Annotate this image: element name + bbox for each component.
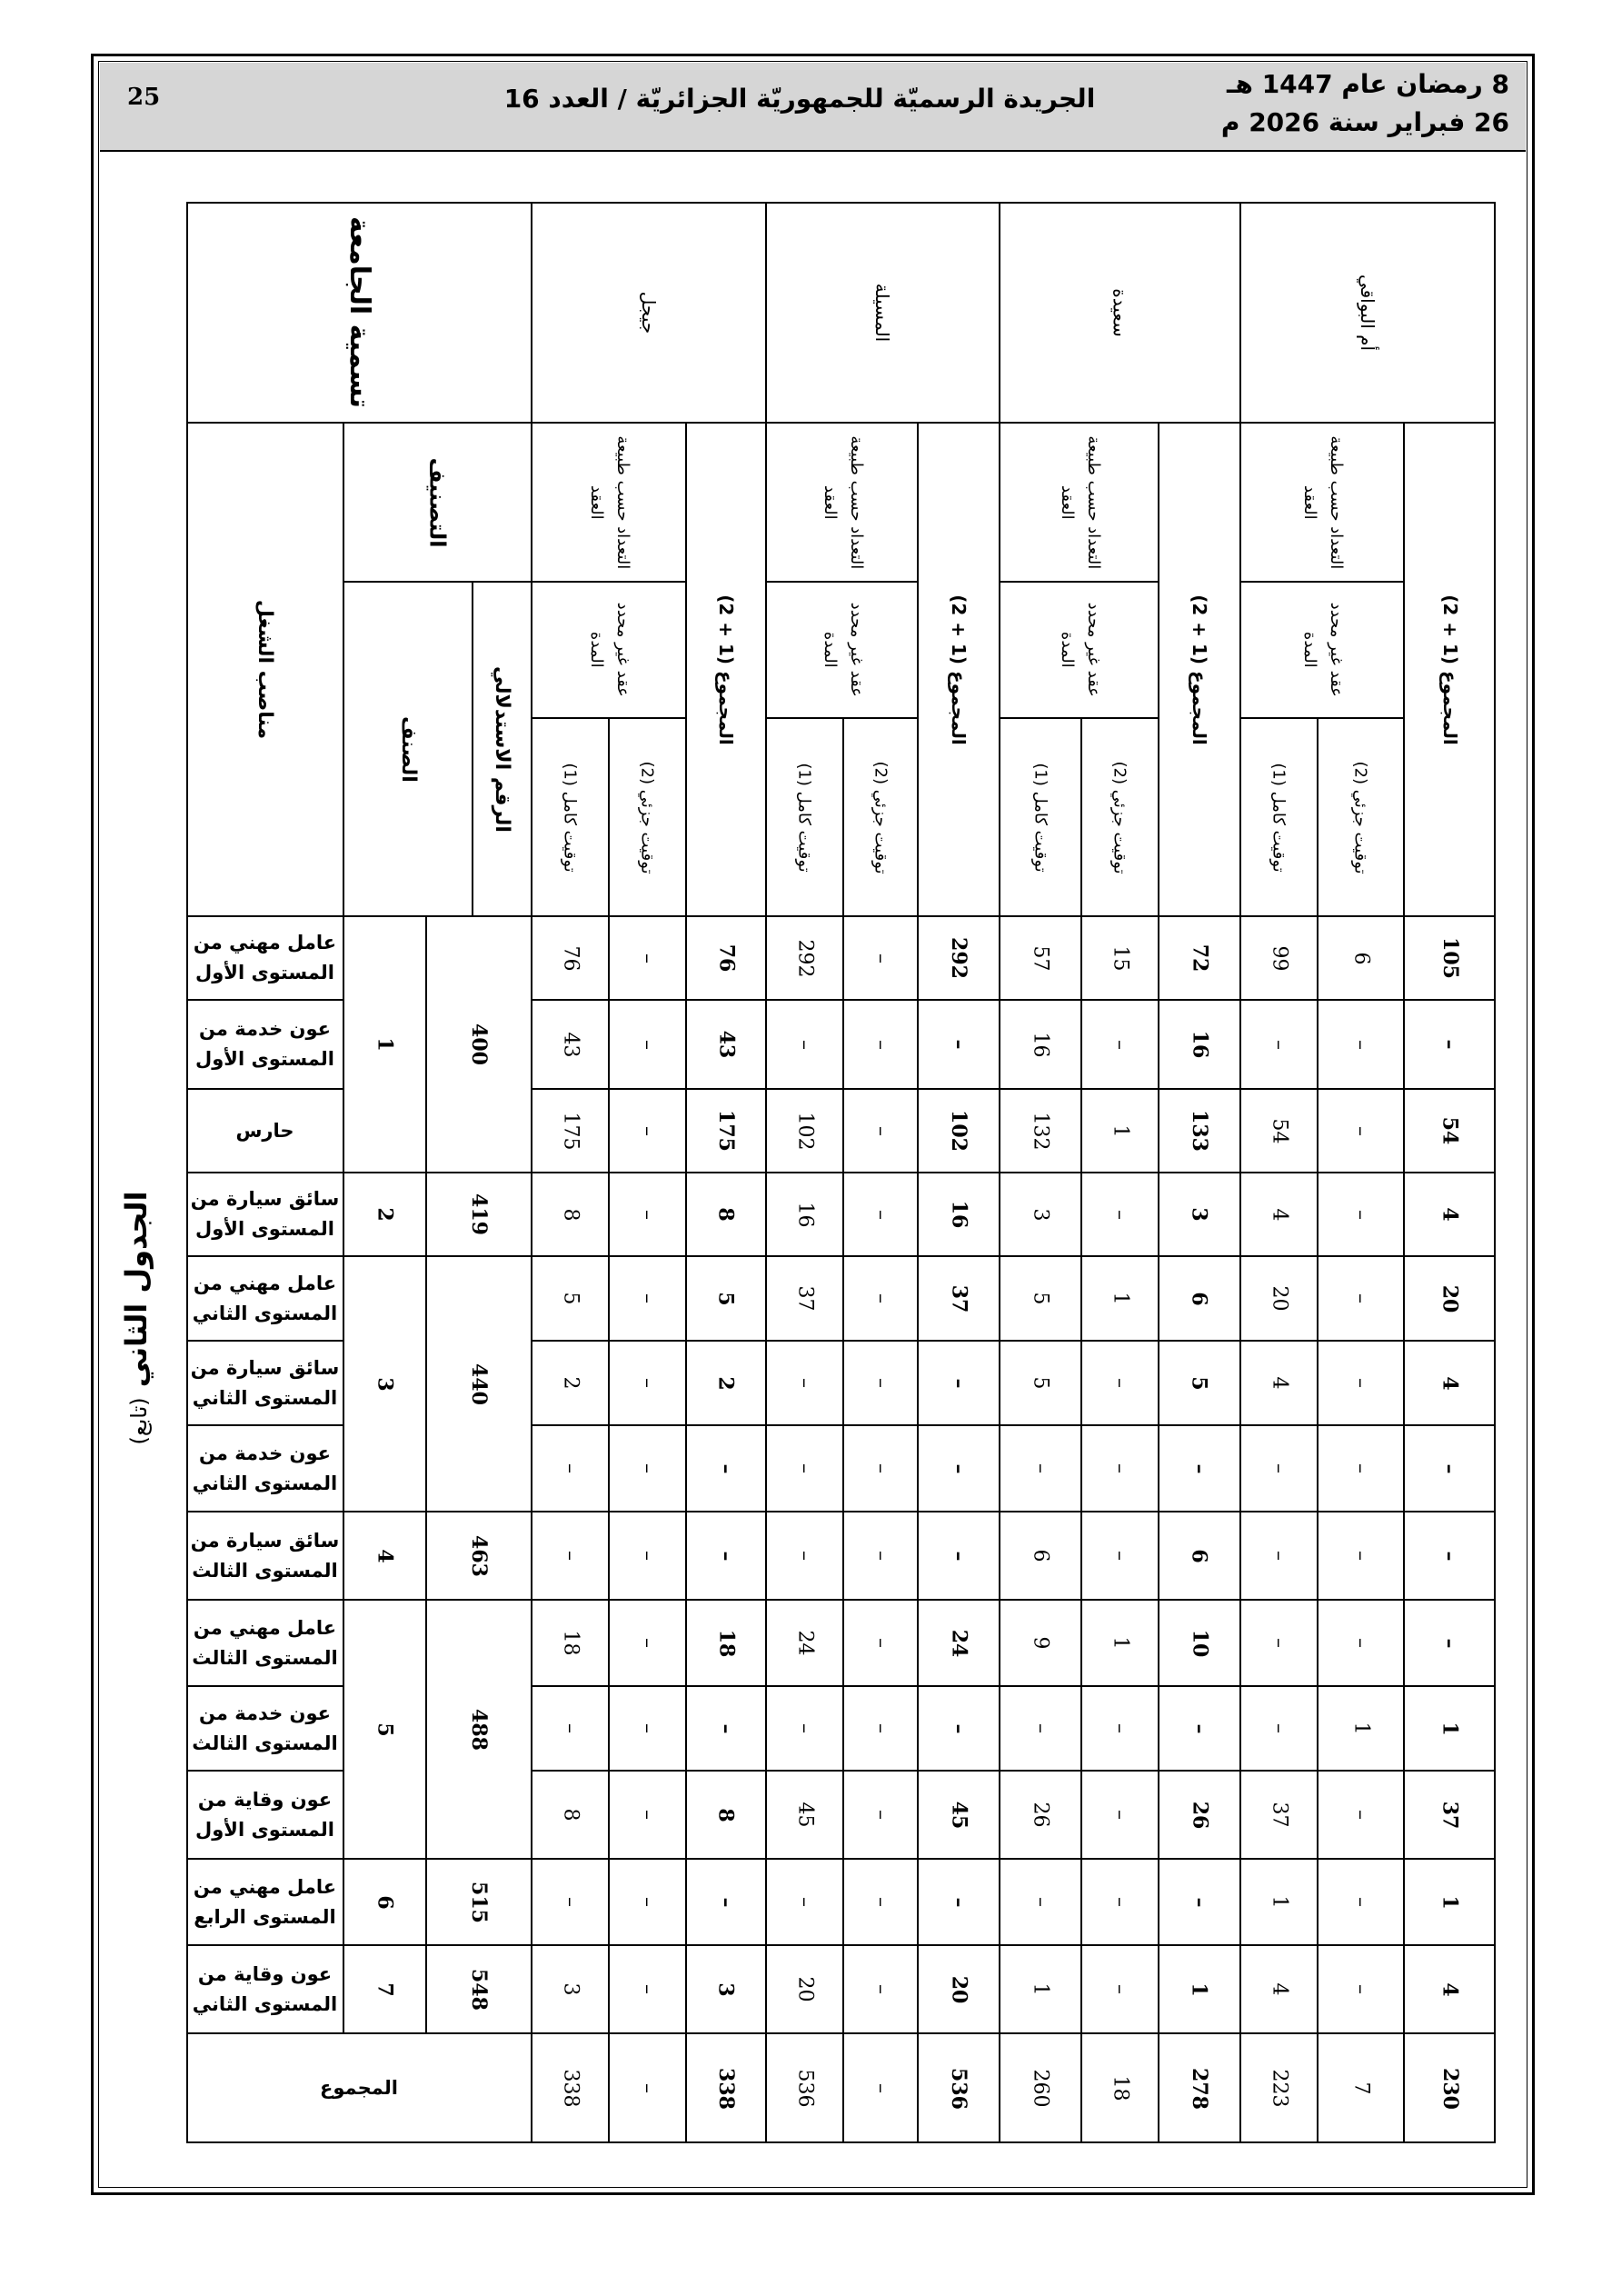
value: – (714, 1897, 738, 1907)
value: 105 (1438, 937, 1462, 979)
full-time-label: توقيت كامل (1) (1269, 762, 1289, 873)
headcount-label: التعداد حسب طبيعة العقد (1300, 435, 1346, 569)
value: 37 (1268, 1802, 1290, 1828)
value: – (1188, 1723, 1211, 1733)
page-number: 25 (127, 84, 161, 111)
value: – (869, 1723, 892, 1733)
post-label: سائق سيارة من المستوى الأول (190, 1188, 340, 1240)
posts-header: مناصب الشغل (254, 599, 276, 740)
total-value: 260 (1029, 2069, 1052, 2108)
value: – (1188, 1897, 1211, 1907)
value: 2 (559, 1376, 582, 1390)
value: – (869, 1293, 892, 1303)
post-label: عامل مهني من المستوى الأول (193, 932, 337, 983)
value: – (793, 1551, 816, 1561)
value: – (714, 1551, 738, 1561)
value: – (1438, 1638, 1462, 1648)
value: 16 (947, 1200, 970, 1229)
total-value: 338 (714, 2067, 738, 2110)
value: 18 (559, 1630, 582, 1656)
university-header: تسمية الجامعة (343, 216, 375, 408)
value: – (636, 953, 659, 963)
value: – (1349, 1984, 1372, 1994)
value: – (714, 1723, 738, 1733)
hijri-date: 8 رمضان عام 1447 هـ (1226, 69, 1509, 99)
headcount-label: التعداد حسب طبيعة العقد (587, 435, 632, 569)
value: – (1349, 1810, 1372, 1820)
total-label: المجموع (1 + 2) (715, 594, 738, 745)
value: 4 (1438, 1982, 1462, 1997)
value: 8 (714, 1807, 738, 1822)
part-time-label: توقيت جزئي (2) (1110, 760, 1130, 874)
value: – (559, 1551, 582, 1561)
value: – (869, 1984, 892, 1994)
post-label: سائق سيارة من المستوى الثالث (190, 1529, 340, 1582)
value: – (1109, 1984, 1131, 1994)
value: 8 (559, 1808, 582, 1822)
index-header: الرقم الاستدلالي (491, 665, 514, 833)
value: 45 (793, 1802, 816, 1828)
gregorian-date: 26 فبراير سنة 2026 م (1220, 107, 1509, 137)
value: – (1109, 1723, 1131, 1733)
value: – (1029, 1723, 1052, 1733)
value: – (714, 1463, 738, 1473)
value: – (1109, 1209, 1131, 1220)
indefinite-label: عقد غير محدد المدة (820, 602, 866, 698)
full-time-label: توقيت كامل (1) (561, 762, 581, 873)
value: – (1109, 1897, 1131, 1907)
value: – (1349, 1551, 1372, 1561)
post-label: عون وقاية من المستوى الثاني (192, 1962, 338, 2015)
value: – (947, 1463, 970, 1473)
value: – (1109, 1378, 1131, 1388)
total-value: 338 (559, 2069, 582, 2108)
value: 72 (1188, 943, 1211, 973)
value: – (559, 1463, 582, 1473)
value: – (793, 1897, 816, 1907)
total-value: – (869, 2083, 892, 2093)
category-value: 5 (373, 1722, 397, 1737)
value: – (1188, 1463, 1211, 1473)
value: – (1349, 1378, 1372, 1388)
value: 26 (1029, 1802, 1052, 1828)
value: 9 (1029, 1636, 1052, 1650)
value: 1 (1109, 1292, 1131, 1305)
full-time-label: توقيت كامل (1) (795, 762, 815, 873)
value: 43 (714, 1030, 738, 1059)
value: 6 (1349, 952, 1372, 964)
value: – (869, 1125, 892, 1136)
category-value: 1 (373, 1037, 397, 1052)
value: – (1438, 1039, 1462, 1050)
value: 20 (1438, 1284, 1462, 1313)
value: – (869, 1638, 892, 1648)
value: – (869, 1209, 892, 1220)
value: 1 (1188, 1982, 1211, 1997)
value: 175 (559, 1112, 582, 1150)
value: – (636, 1293, 659, 1303)
value: – (793, 1378, 816, 1388)
indefinite-label: عقد غير محدد المدة (587, 602, 632, 698)
value: 102 (947, 1110, 970, 1152)
post-label: عامل مهني من المستوى الثالث (192, 1616, 338, 1669)
indefinite-label: عقد غير محدد المدة (1300, 602, 1346, 698)
value: – (869, 1463, 892, 1473)
value: – (947, 1039, 970, 1050)
value: – (947, 1723, 970, 1733)
value: 26 (1188, 1801, 1211, 1829)
value: 18 (714, 1629, 738, 1657)
value: – (636, 1039, 659, 1050)
value: – (793, 1723, 816, 1733)
value: – (1438, 1551, 1462, 1561)
total-value: 536 (793, 2069, 816, 2108)
total-label: المجموع (1 + 2) (1438, 594, 1461, 745)
value: 5 (1188, 1375, 1211, 1391)
value: – (1349, 1293, 1372, 1303)
value: – (636, 1984, 659, 1994)
value: 24 (947, 1629, 970, 1657)
value: – (1349, 1125, 1372, 1136)
value: – (947, 1378, 970, 1388)
post-label: عون خدمة من المستوى الأول (195, 1018, 334, 1070)
table-caption (119, 1191, 154, 1444)
value: – (636, 1378, 659, 1388)
value: – (1349, 1039, 1372, 1050)
value: 2 (714, 1375, 738, 1391)
post-label: سائق سيارة من المستوى الثاني (190, 1356, 340, 1409)
value: 1 (1029, 1982, 1052, 1996)
value: 6 (1029, 1549, 1052, 1562)
post-label: عون وقاية من المستوى الأول (195, 1788, 334, 1841)
category-value: 4 (373, 1548, 397, 1563)
index-value: 440 (467, 1363, 491, 1405)
value: 37 (1438, 1801, 1462, 1829)
index-value: 488 (467, 1708, 491, 1751)
index-value: 419 (467, 1193, 491, 1235)
value: 292 (793, 939, 816, 977)
value: – (1109, 1463, 1131, 1473)
value: – (1109, 1039, 1131, 1050)
post-label: حارس (235, 1119, 294, 1142)
value: – (636, 1463, 659, 1473)
part-time-label: توقيت جزئي (2) (638, 760, 658, 874)
value: 3 (714, 1982, 738, 1997)
value: 8 (714, 1207, 738, 1222)
total-value: 230 (1438, 2067, 1462, 2110)
uni-jijel: جيجل (638, 291, 660, 334)
value: 102 (793, 1112, 816, 1150)
value: – (869, 1810, 892, 1820)
value: – (559, 1723, 582, 1733)
total-value: 18 (1109, 2075, 1131, 2101)
value: – (869, 1039, 892, 1050)
value: 5 (1029, 1376, 1052, 1390)
value: – (1268, 1463, 1290, 1473)
value: 6 (1188, 1548, 1211, 1563)
value: 5 (559, 1292, 582, 1305)
value: – (636, 1551, 659, 1561)
value: – (1029, 1897, 1052, 1907)
category-header: الصنف (396, 715, 420, 783)
value: 76 (714, 943, 738, 973)
value: 3 (1029, 1208, 1052, 1221)
value: 16 (1188, 1030, 1211, 1059)
value: – (1349, 1897, 1372, 1907)
value: 292 (947, 937, 970, 979)
total-label: المجموع (1 + 2) (1189, 594, 1211, 745)
value: – (636, 1125, 659, 1136)
index-value: 548 (467, 1968, 491, 2011)
value: – (636, 1810, 659, 1820)
value: 4 (1268, 1376, 1290, 1390)
value: 10 (1188, 1629, 1211, 1657)
value: 1 (1268, 1895, 1290, 1909)
value: 175 (714, 1110, 738, 1152)
value: 132 (1029, 1112, 1052, 1150)
table-caption-main: الجدول الثاني (119, 1191, 154, 1388)
value: 3 (559, 1982, 582, 1996)
value: 57 (1029, 945, 1052, 971)
value: – (869, 1378, 892, 1388)
post-label: عون خدمة من المستوى الثالث (192, 1702, 338, 1754)
value: – (1438, 1463, 1462, 1473)
value: – (636, 1897, 659, 1907)
post-label: عامل مهني من المستوى الثاني (192, 1272, 338, 1324)
value: 8 (559, 1208, 582, 1221)
value: – (1349, 1463, 1372, 1473)
index-value: 463 (467, 1534, 491, 1577)
value: 16 (793, 1202, 816, 1227)
category-value: 6 (373, 1894, 397, 1910)
value: 54 (1268, 1118, 1290, 1143)
value: – (947, 1551, 970, 1561)
value: 4 (1438, 1375, 1462, 1391)
value: – (636, 1723, 659, 1733)
value: – (793, 1039, 816, 1050)
uni-msila: المسيلة (871, 283, 894, 342)
value: – (869, 953, 892, 963)
value: 16 (1029, 1032, 1052, 1057)
total-value: – (636, 2083, 659, 2093)
total-value: 536 (947, 2067, 970, 2110)
part-time-label: توقيت جزئي (2) (871, 760, 891, 874)
total-value: 278 (1188, 2067, 1211, 2110)
value: – (1109, 1810, 1131, 1820)
value: – (793, 1463, 816, 1473)
index-value: 515 (467, 1881, 491, 1923)
value: – (869, 1897, 892, 1907)
headcount-label: التعداد حسب طبيعة العقد (1057, 435, 1103, 569)
value: – (947, 1897, 970, 1907)
post-label: عامل مهني من المستوى الرابع (193, 1875, 337, 1928)
value: 20 (1268, 1285, 1290, 1312)
value: 1 (1349, 1722, 1372, 1735)
category-value: 3 (373, 1376, 397, 1392)
category-value: 7 (373, 1982, 397, 1997)
staffing-table (186, 202, 1496, 2147)
value: 37 (793, 1285, 816, 1312)
value: 1 (1109, 1636, 1131, 1650)
index-value: 400 (467, 1023, 491, 1065)
value: 4 (1268, 1208, 1290, 1221)
value: 6 (1188, 1291, 1211, 1306)
total-value: 7 (1349, 2081, 1372, 2095)
indefinite-label: عقد غير محدد المدة (1057, 602, 1103, 698)
value: 99 (1268, 945, 1290, 971)
value: 43 (559, 1032, 582, 1057)
total-label: المجموع (1 + 2) (948, 594, 970, 745)
classification-header: التصنيف (424, 457, 451, 547)
full-time-label: توقيت كامل (1) (1030, 762, 1050, 873)
table-outer-border (186, 202, 1496, 2143)
value: – (636, 1638, 659, 1648)
table-caption-sub: (تابع) (126, 1397, 152, 1445)
value: 20 (947, 1975, 970, 2003)
uni-oum-el-bouaghi: أم البواقي (1357, 274, 1379, 351)
value: – (1109, 1551, 1131, 1561)
value: 15 (1109, 945, 1131, 971)
total-value: 223 (1268, 2069, 1290, 2108)
total-row-label: المجموع (320, 2077, 398, 2100)
value: – (559, 1897, 582, 1907)
value: 1 (1109, 1124, 1131, 1137)
value: 1 (1438, 1721, 1462, 1736)
post-label: عون خدمة من المستوى الثاني (192, 1442, 338, 1494)
value: 24 (793, 1630, 816, 1656)
category-value: 2 (373, 1207, 397, 1222)
value: 45 (947, 1801, 970, 1829)
value: 4 (1268, 1982, 1290, 1996)
value: 3 (1188, 1207, 1211, 1222)
value: 5 (1029, 1292, 1052, 1305)
value: 133 (1188, 1110, 1211, 1152)
value: 20 (793, 1976, 816, 2002)
value: 76 (559, 945, 582, 971)
gazette-title: الجريدة الرسميّة للجمهوريّة الجزائريّة / العدد 16 (503, 84, 1096, 114)
value: 54 (1438, 1116, 1462, 1145)
value: 4 (1438, 1207, 1462, 1222)
value: – (1349, 1209, 1372, 1220)
part-time-label: توقيت جزئي (2) (1351, 760, 1371, 874)
value: – (1029, 1463, 1052, 1473)
value: – (1268, 1039, 1290, 1050)
value: – (869, 1551, 892, 1561)
value: 37 (947, 1284, 970, 1313)
uni-saida: سعيدة (1109, 287, 1131, 337)
value: 1 (1438, 1894, 1462, 1910)
value: 5 (714, 1291, 738, 1306)
value: – (1268, 1638, 1290, 1648)
value: – (636, 1209, 659, 1220)
value: – (1349, 1638, 1372, 1648)
value: – (1268, 1551, 1290, 1561)
headcount-label: التعداد حسب طبيعة العقد (820, 435, 866, 569)
value: – (1268, 1723, 1290, 1733)
